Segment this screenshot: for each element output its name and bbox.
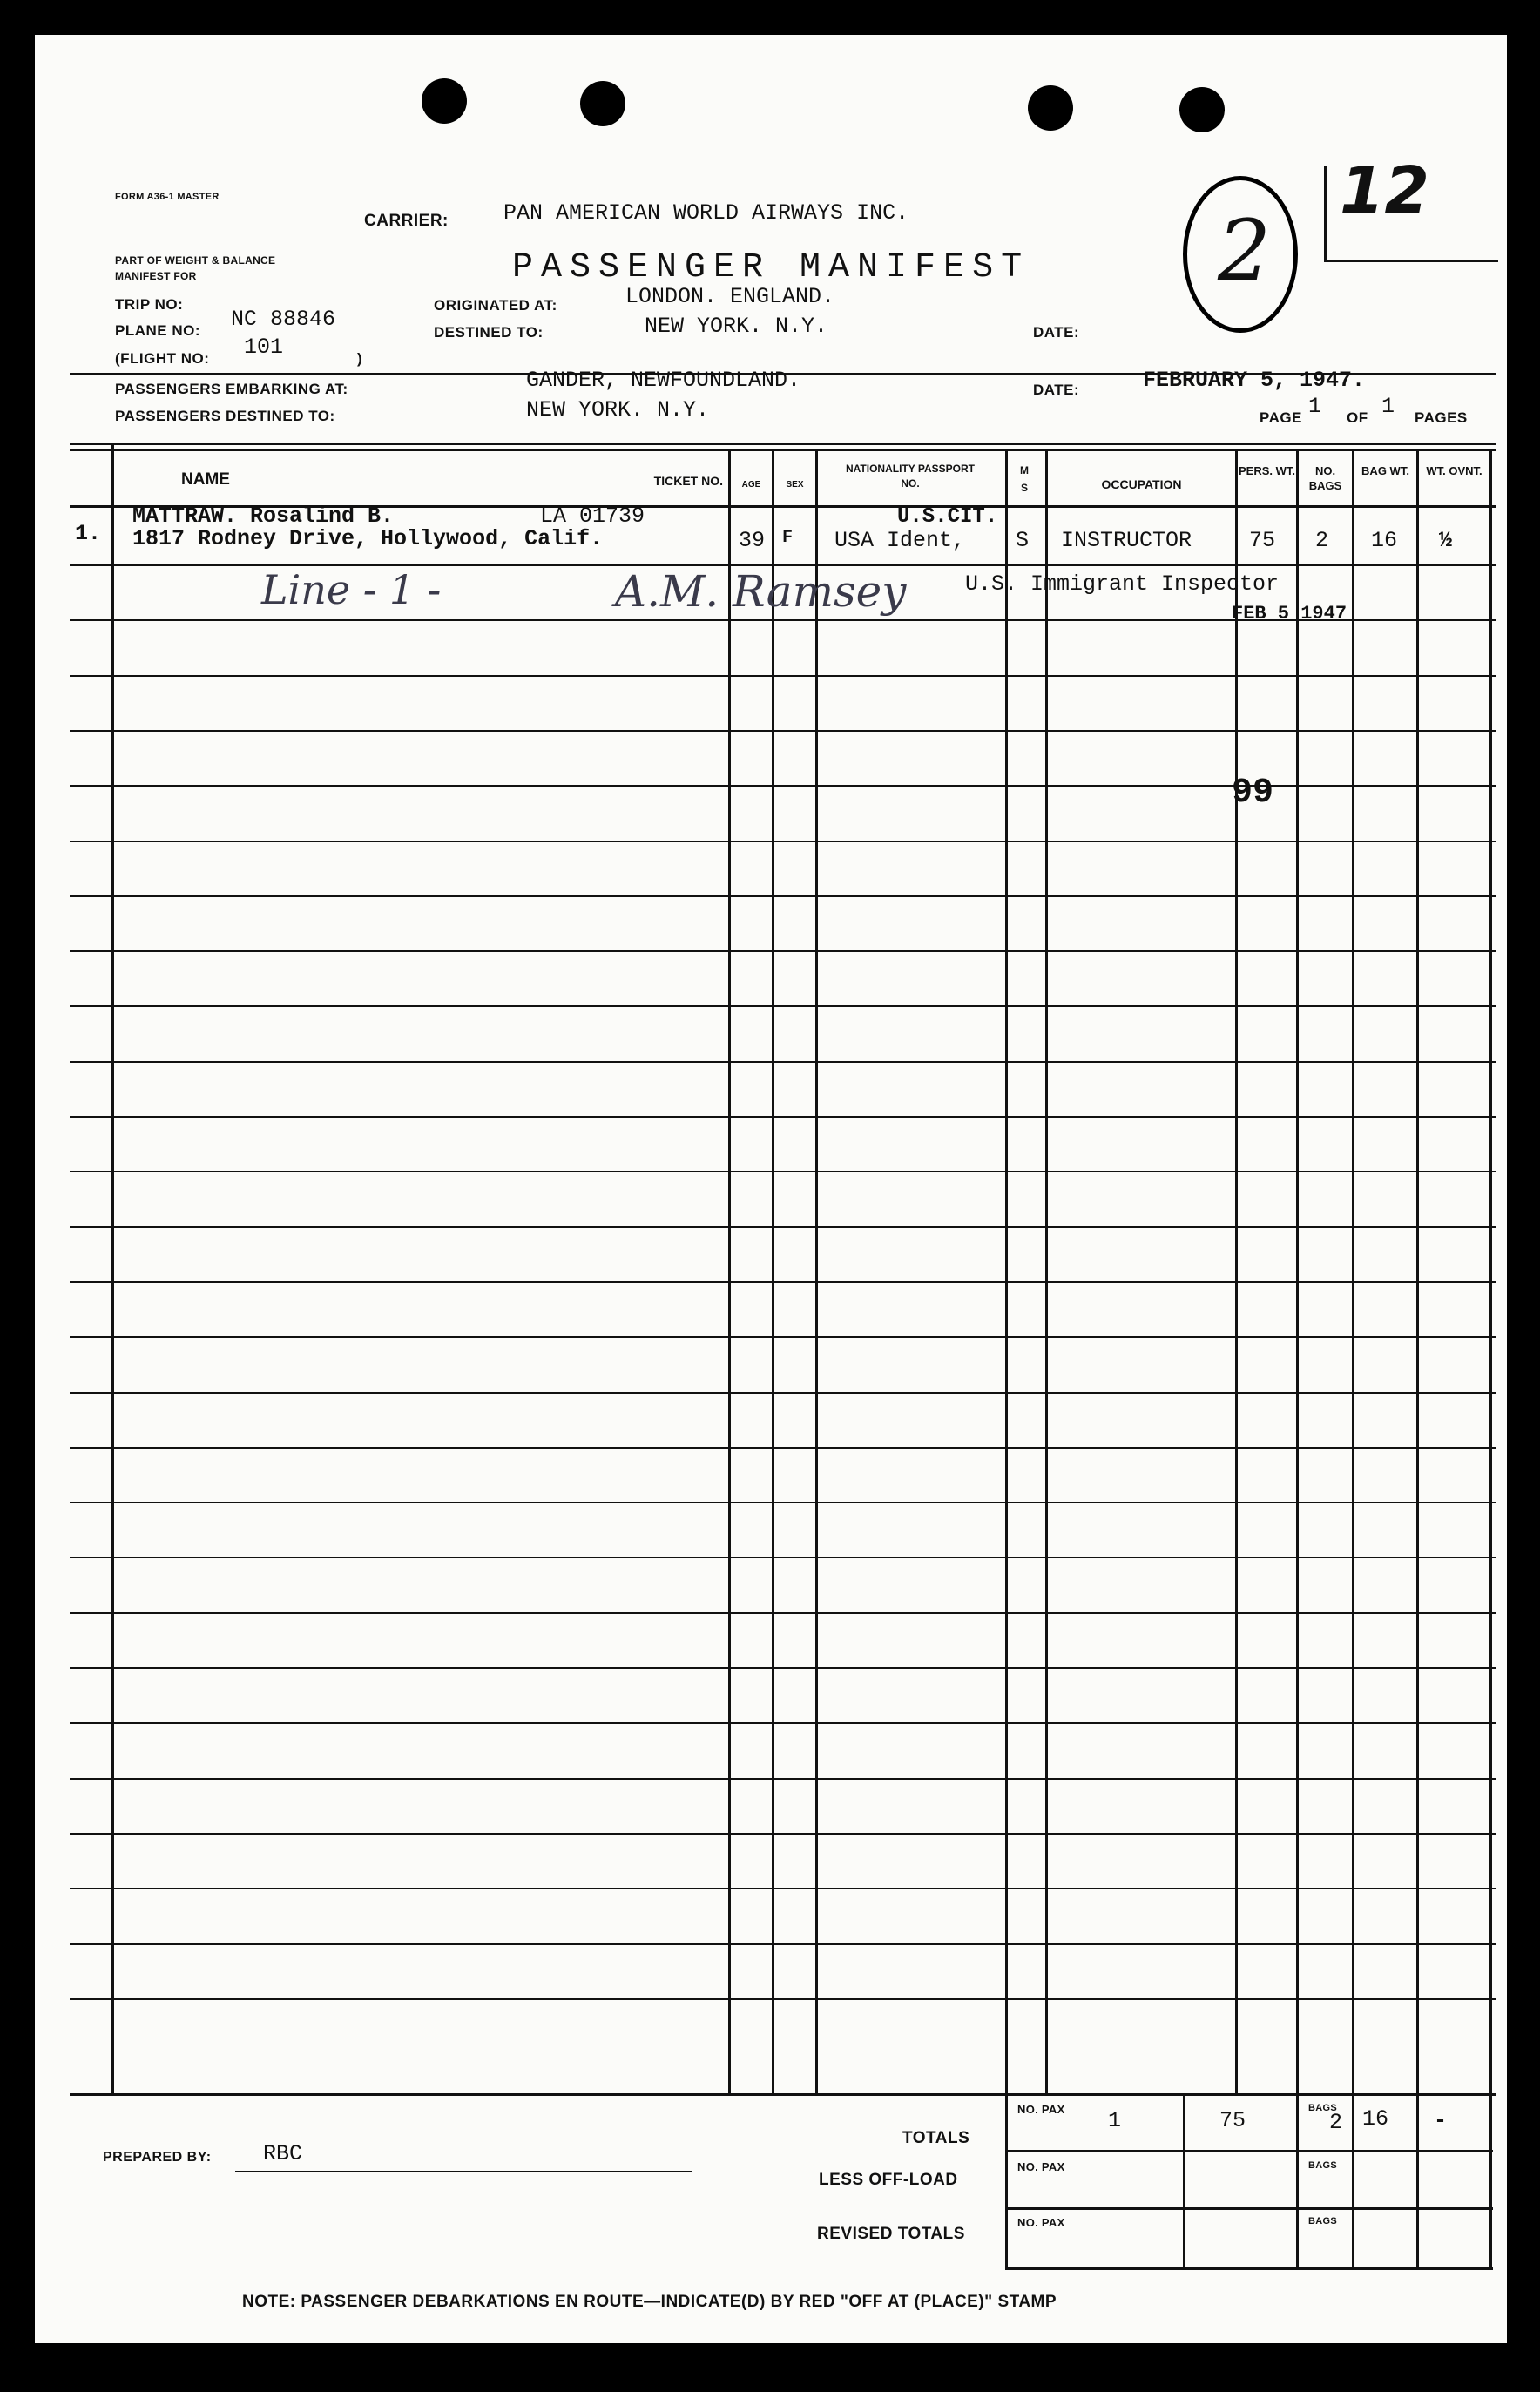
- passenger-address: 1817 Rodney Drive, Hollywood, Calif.: [132, 526, 604, 551]
- flight-label: (FLIGHT NO:: [115, 350, 210, 367]
- row-line: [70, 1998, 1496, 2000]
- handwritten-figure: 99: [1232, 774, 1274, 813]
- col-line-totals-mid2: [1296, 2093, 1299, 2270]
- embarking-label: PASSENGERS EMBARKING AT:: [115, 381, 348, 397]
- row-line: [70, 950, 1496, 952]
- passenger-wt-ovnt: ½: [1439, 528, 1453, 553]
- destined-value: NEW YORK. N.Y.: [645, 314, 828, 339]
- of-label: OF: [1347, 409, 1368, 426]
- col-header-ticket: TICKET NO.: [653, 474, 723, 488]
- flight-value: 101: [244, 334, 284, 360]
- date2-label: DATE:: [1033, 382, 1080, 398]
- totals-bottom-line: [1005, 2267, 1493, 2270]
- col-line-bags: [1352, 449, 1354, 2270]
- col-line-age: [772, 449, 774, 2093]
- manifest-for-label: MANIFEST FOR: [115, 270, 197, 282]
- trip-label: TRIP NO:: [115, 296, 184, 313]
- row-line: [70, 895, 1496, 897]
- table-top-line: [70, 443, 1496, 445]
- carrier-value: PAN AMERICAN WORLD AIRWAYS INC.: [503, 200, 909, 226]
- row-line: [70, 1888, 1496, 1889]
- row-line: [70, 1502, 1496, 1503]
- row-line: [70, 1447, 1496, 1449]
- col-header-no-bags: NO. BAGS: [1308, 464, 1342, 492]
- col-header-name: NAME: [181, 470, 230, 489]
- passenger-nationality-cit: U.S.CIT.: [897, 505, 998, 529]
- col-line-sex: [815, 449, 818, 2093]
- form-number: FORM A36-1 MASTER: [115, 192, 220, 202]
- circled-number-text: 2: [1218, 202, 1272, 300]
- row-line: [70, 1778, 1496, 1780]
- totals-bag-wt: 16: [1362, 2106, 1389, 2132]
- bags-label: BAGS: [1308, 2103, 1337, 2113]
- no-pax-label-3: NO. PAX: [1017, 2216, 1065, 2229]
- passenger-ms: S: [1016, 528, 1030, 553]
- col-header-bag-wt: BAG WT.: [1361, 464, 1409, 477]
- totals-label: TOTALS: [902, 2129, 970, 2147]
- originated-value: LONDON. ENGLAND.: [625, 284, 835, 309]
- totals-pers-wt: 75: [1219, 2108, 1246, 2133]
- prepared-label: PREPARED BY:: [103, 2150, 212, 2165]
- col-line-occ: [1235, 449, 1238, 2093]
- inspector-stamp-date: FEB 5 1947: [1232, 603, 1348, 625]
- pax-destined-label: PASSENGERS DESTINED TO:: [115, 408, 335, 424]
- col-line-pers: [1296, 449, 1299, 2093]
- col-header-sex: SEX: [786, 480, 804, 490]
- passenger-name: MATTRAW. Rosalind B.: [132, 503, 395, 529]
- no-pax-label: NO. PAX: [1017, 2103, 1065, 2116]
- totals-no-pax: 1: [1108, 2108, 1122, 2133]
- punch-hole: [580, 81, 625, 126]
- passenger-bag-wt: 16: [1371, 528, 1398, 553]
- row-line: [70, 730, 1496, 732]
- date2-value: FEBRUARY 5, 1947.: [1143, 368, 1366, 393]
- row-line: [70, 1005, 1496, 1007]
- passenger-no-bags: 2: [1315, 528, 1329, 553]
- date-label: DATE:: [1033, 324, 1080, 341]
- row-line: [70, 1612, 1496, 1614]
- row-line: [70, 1061, 1496, 1063]
- col-line-ms: [1045, 449, 1048, 2093]
- punch-hole: [1179, 87, 1225, 132]
- revised-totals-label: REVISED TOTALS: [817, 2225, 965, 2243]
- flight-close: ): [357, 350, 363, 367]
- no-pax-label-2: NO. PAX: [1017, 2160, 1065, 2173]
- col-line-ticket: [728, 449, 731, 2093]
- totals-ovnt: -: [1434, 2108, 1448, 2133]
- passenger-ticket: LA 01739: [540, 503, 645, 529]
- totals-bags: 2: [1329, 2110, 1343, 2135]
- corner-divider: [1324, 166, 1327, 261]
- embarking-value: GANDER, NEWFOUNDLAND.: [526, 368, 801, 393]
- row-line: [70, 1116, 1496, 1118]
- inspector-signature: A.M. Ramsey: [615, 566, 907, 617]
- plane-label: PLANE NO:: [115, 322, 200, 339]
- line-count-note: Line - 1 -: [261, 566, 442, 613]
- footer-note: NOTE: PASSENGER DEBARKATIONS EN ROUTE—INDICATE(D) BY RED "OFF AT (PLACE)" STAMP: [242, 2293, 1057, 2311]
- of-value: 1: [1381, 394, 1395, 419]
- originated-label: ORIGINATED AT:: [434, 297, 557, 314]
- passenger-nationality: USA Ident,: [834, 528, 966, 553]
- page-label: PAGE: [1260, 409, 1302, 426]
- pax-destined-value: NEW YORK. N.Y.: [526, 397, 710, 422]
- row-line: [70, 785, 1496, 787]
- passenger-occupation: INSTRUCTOR: [1061, 528, 1192, 553]
- row-line: [70, 841, 1496, 842]
- col-line-ovnt: [1489, 449, 1492, 2270]
- passenger-pers-wt: 75: [1249, 528, 1276, 553]
- row-line: [70, 1171, 1496, 1172]
- table-top-line-2: [70, 449, 1496, 451]
- prepared-underline: [235, 2171, 692, 2172]
- row-line: [70, 1281, 1496, 1283]
- totals-row-line-2: [1005, 2207, 1493, 2210]
- row-line: [70, 1667, 1496, 1669]
- corner-number: 12: [1340, 153, 1429, 228]
- row-line: [70, 1722, 1496, 1724]
- totals-row-line: [1005, 2150, 1493, 2152]
- pages-label: PAGES: [1415, 409, 1468, 426]
- col-header-occupation: OCCUPATION: [1101, 477, 1182, 491]
- row-line: [70, 1943, 1496, 1945]
- row-line: [70, 1392, 1496, 1394]
- row-line: [70, 1226, 1496, 1228]
- part-of-label: PART OF WEIGHT & BALANCE: [115, 254, 276, 267]
- inspector-title: U.S. Immigrant Inspector: [965, 571, 1280, 597]
- col-line-totals-mid: [1183, 2093, 1185, 2270]
- page-value: 1: [1308, 394, 1322, 419]
- passenger-sex: F: [782, 528, 794, 548]
- plane-value: NC 88846: [231, 307, 336, 332]
- bags-label-2: BAGS: [1308, 2160, 1337, 2171]
- bags-label-3: BAGS: [1308, 2216, 1337, 2226]
- carrier-label: CARRIER:: [364, 212, 449, 230]
- col-header-age: AGE: [741, 480, 761, 490]
- col-line-bagwt: [1416, 449, 1419, 2270]
- totals-top-line: [70, 2093, 1496, 2096]
- col-line-nat: [1005, 449, 1008, 2270]
- passenger-number: 1.: [75, 521, 102, 546]
- col-header-nationality: NATIONALITY PASSPORT NO.: [845, 463, 975, 490]
- col-line-num: [111, 443, 114, 2093]
- corner-divider-h: [1324, 260, 1498, 262]
- row-line: [70, 1336, 1496, 1338]
- col-header-ms: M S: [1020, 464, 1029, 494]
- destined-label: DESTINED TO:: [434, 324, 544, 341]
- less-offload-label: LESS OFF-LOAD: [819, 2171, 958, 2189]
- punch-hole: [1028, 85, 1073, 131]
- prepared-value: RBC: [263, 2141, 303, 2166]
- row-line: [70, 1557, 1496, 1558]
- col-header-pers-wt: PERS. WT.: [1238, 464, 1295, 477]
- page-title: PASSENGER MANIFEST: [512, 248, 1030, 287]
- col-header-wt-ovnt: WT. OVNT.: [1426, 464, 1483, 477]
- row-line: [70, 675, 1496, 677]
- row-line: [70, 1833, 1496, 1835]
- passenger-age: 39: [739, 528, 766, 553]
- punch-hole: [422, 78, 467, 124]
